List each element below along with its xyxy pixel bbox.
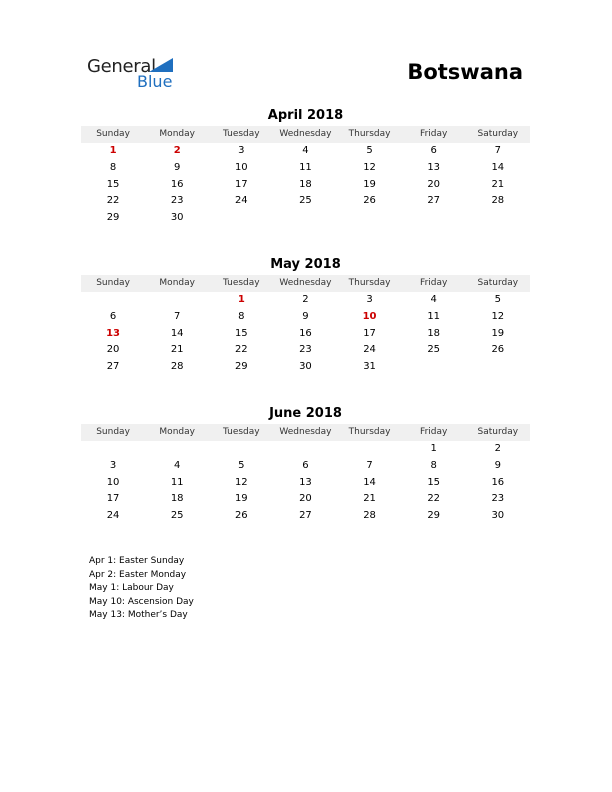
holiday-note: Apr 1: Easter Sunday [89, 556, 185, 566]
day-cell: 17 [106, 493, 120, 505]
day-cell: 14 [491, 161, 505, 173]
day-cell [81, 441, 145, 458]
week-row [81, 359, 530, 376]
weekday-label: Friday [420, 278, 448, 288]
day-cell: 7 [366, 459, 373, 471]
day-cell: 29 [234, 361, 248, 373]
month-calendar [81, 406, 530, 525]
day-cell: 6 [109, 310, 117, 322]
weekday-label: Wednesday [279, 427, 332, 437]
day-cell: 19 [491, 327, 505, 339]
month-calendar [81, 257, 530, 376]
day-cell: 2 [302, 294, 309, 305]
day-cell: 21 [491, 178, 505, 190]
day-cell: 23 [170, 195, 184, 207]
weekday-header-row [81, 275, 530, 292]
day-cell: 18 [170, 493, 184, 505]
day-cell: 24 [363, 344, 376, 356]
day-cell [466, 359, 530, 376]
day-cell: 19 [234, 493, 248, 505]
day-cell [209, 441, 273, 458]
day-cell: 9 [174, 161, 181, 173]
weekday-header-row [81, 126, 530, 143]
day-cell [273, 210, 337, 227]
day-cell: 10 [106, 476, 120, 488]
day-cell: 2 [494, 443, 501, 454]
day-cell: 11 [299, 161, 312, 173]
month-title: June 2018 [269, 406, 342, 421]
day-cell: 27 [427, 195, 441, 207]
weekday-label: Sunday [96, 129, 130, 139]
week-row [81, 441, 530, 458]
day-cell: 24 [106, 510, 120, 522]
day-cell: 28 [170, 361, 184, 373]
holiday-day-cell: 1 [237, 294, 245, 305]
day-cell: 6 [430, 145, 437, 156]
weekday-label: Sunday [96, 278, 130, 288]
day-cell: 19 [363, 178, 376, 190]
weekday-label: Friday [420, 129, 448, 139]
weekday-label: Tuesday [223, 129, 260, 139]
holiday-note: May 13: Mother’s Day [89, 610, 188, 620]
day-cell: 4 [430, 294, 437, 305]
day-cell: 21 [170, 344, 184, 356]
day-cell [338, 210, 402, 227]
weekday-label: Saturday [477, 129, 519, 139]
day-cell: 22 [234, 344, 248, 356]
week-row [81, 309, 530, 326]
day-cell: 6 [302, 459, 309, 471]
month-calendar [81, 108, 530, 227]
day-cell [81, 292, 145, 309]
holiday-day-cell: 2 [173, 145, 181, 156]
day-cell: 17 [363, 327, 376, 339]
month-title: May 2018 [270, 257, 341, 272]
weekday-label: Monday [159, 427, 195, 437]
week-row [81, 292, 530, 309]
day-cell [145, 441, 209, 458]
day-cell: 28 [491, 195, 505, 207]
brand-logo [87, 56, 187, 92]
week-row [81, 342, 530, 359]
day-cell: 23 [491, 493, 505, 505]
holiday-note: Apr 2: Easter Monday [89, 569, 187, 580]
week-row [81, 160, 530, 177]
day-cell: 18 [299, 178, 312, 190]
day-cell: 8 [430, 459, 437, 471]
day-cell: 15 [234, 327, 248, 339]
day-cell: 9 [494, 459, 501, 471]
day-cell: 30 [170, 212, 184, 224]
day-cell: 8 [238, 310, 245, 322]
day-cell: 26 [491, 344, 505, 356]
holiday-note: May 10: Ascension Day [89, 596, 194, 607]
weekday-label: Friday [420, 427, 448, 437]
week-row [81, 210, 530, 227]
day-cell [402, 359, 466, 376]
day-cell [466, 210, 530, 227]
day-cell: 12 [363, 161, 376, 173]
month-title: April 2018 [267, 108, 344, 123]
brand-logo-triangle-icon [149, 58, 173, 72]
day-cell: 5 [494, 294, 501, 305]
day-cell: 13 [299, 476, 312, 488]
week-row [81, 177, 530, 194]
day-cell: 5 [366, 145, 373, 156]
holiday-day-cell: 13 [106, 327, 121, 339]
day-cell: 7 [494, 145, 501, 156]
day-cell: 14 [363, 476, 376, 488]
weekday-label: Saturday [477, 427, 519, 437]
brand-logo-blue-text: Blue [137, 72, 173, 91]
day-cell: 1 [430, 443, 437, 454]
day-cell: 27 [299, 510, 312, 522]
day-cell: 28 [363, 510, 376, 522]
weekday-label: Thursday [348, 427, 391, 437]
day-cell: 16 [491, 476, 505, 488]
holiday-day-cell: 10 [362, 310, 377, 322]
week-row [81, 491, 530, 508]
week-row [81, 475, 530, 492]
weekday-header-row [81, 424, 530, 441]
day-cell: 17 [234, 178, 248, 190]
day-cell: 25 [170, 510, 184, 522]
day-cell: 25 [299, 195, 312, 207]
day-cell: 30 [491, 510, 505, 522]
day-cell [273, 441, 337, 458]
weekday-label: Saturday [477, 278, 519, 288]
day-cell: 4 [302, 145, 309, 156]
holiday-note: May 1: Labour Day [89, 583, 174, 593]
day-cell: 3 [238, 145, 245, 156]
day-cell: 22 [106, 195, 120, 207]
day-cell: 20 [427, 178, 441, 190]
day-cell: 3 [366, 294, 373, 305]
day-cell: 18 [427, 327, 441, 339]
day-cell [402, 210, 466, 227]
day-cell [338, 441, 402, 458]
week-row [81, 326, 530, 343]
weekday-label: Monday [159, 278, 195, 288]
day-cell: 25 [427, 344, 441, 356]
weekday-label: Wednesday [279, 129, 332, 139]
day-cell: 31 [363, 361, 376, 373]
day-cell: 4 [174, 459, 181, 471]
week-row [81, 143, 530, 160]
day-cell: 8 [109, 161, 117, 173]
weekday-label: Tuesday [223, 427, 260, 437]
day-cell: 11 [170, 476, 184, 488]
day-cell: 12 [234, 476, 248, 488]
day-cell [145, 292, 209, 309]
holiday-day-cell: 1 [109, 145, 117, 156]
day-cell: 26 [234, 510, 248, 522]
country-title: Botswana [407, 60, 523, 84]
week-row [81, 193, 530, 210]
weekday-label: Thursday [348, 278, 391, 288]
day-cell: 26 [363, 195, 376, 207]
weekday-label: Tuesday [223, 278, 260, 288]
day-cell: 21 [363, 493, 376, 505]
day-cell: 16 [299, 327, 312, 339]
day-cell: 23 [299, 344, 312, 356]
brand-logo-general-text: General [87, 56, 156, 77]
day-cell: 3 [109, 459, 117, 471]
holiday-notes [89, 555, 194, 623]
day-cell: 9 [302, 310, 309, 322]
weekday-label: Sunday [96, 427, 130, 437]
day-cell: 20 [106, 344, 120, 356]
day-cell: 14 [170, 327, 184, 339]
day-cell: 10 [234, 161, 248, 173]
week-row [81, 458, 530, 475]
weekday-label: Monday [159, 129, 195, 139]
day-cell: 12 [491, 310, 505, 322]
day-cell: 24 [234, 195, 248, 207]
day-cell: 29 [106, 212, 120, 224]
day-cell: 5 [238, 459, 245, 471]
day-cell: 20 [299, 493, 312, 505]
day-cell [209, 210, 273, 227]
day-cell: 29 [427, 510, 441, 522]
weekday-label: Thursday [348, 129, 391, 139]
day-cell: 16 [170, 178, 184, 190]
day-cell: 11 [427, 310, 441, 322]
day-cell: 30 [299, 361, 312, 373]
day-cell: 27 [106, 361, 120, 373]
day-cell: 13 [427, 161, 441, 173]
week-row [81, 508, 530, 525]
day-cell: 15 [427, 476, 441, 488]
day-cell: 7 [174, 310, 181, 322]
day-cell: 15 [106, 178, 120, 190]
weekday-label: Wednesday [279, 278, 332, 288]
day-cell: 22 [427, 493, 441, 505]
